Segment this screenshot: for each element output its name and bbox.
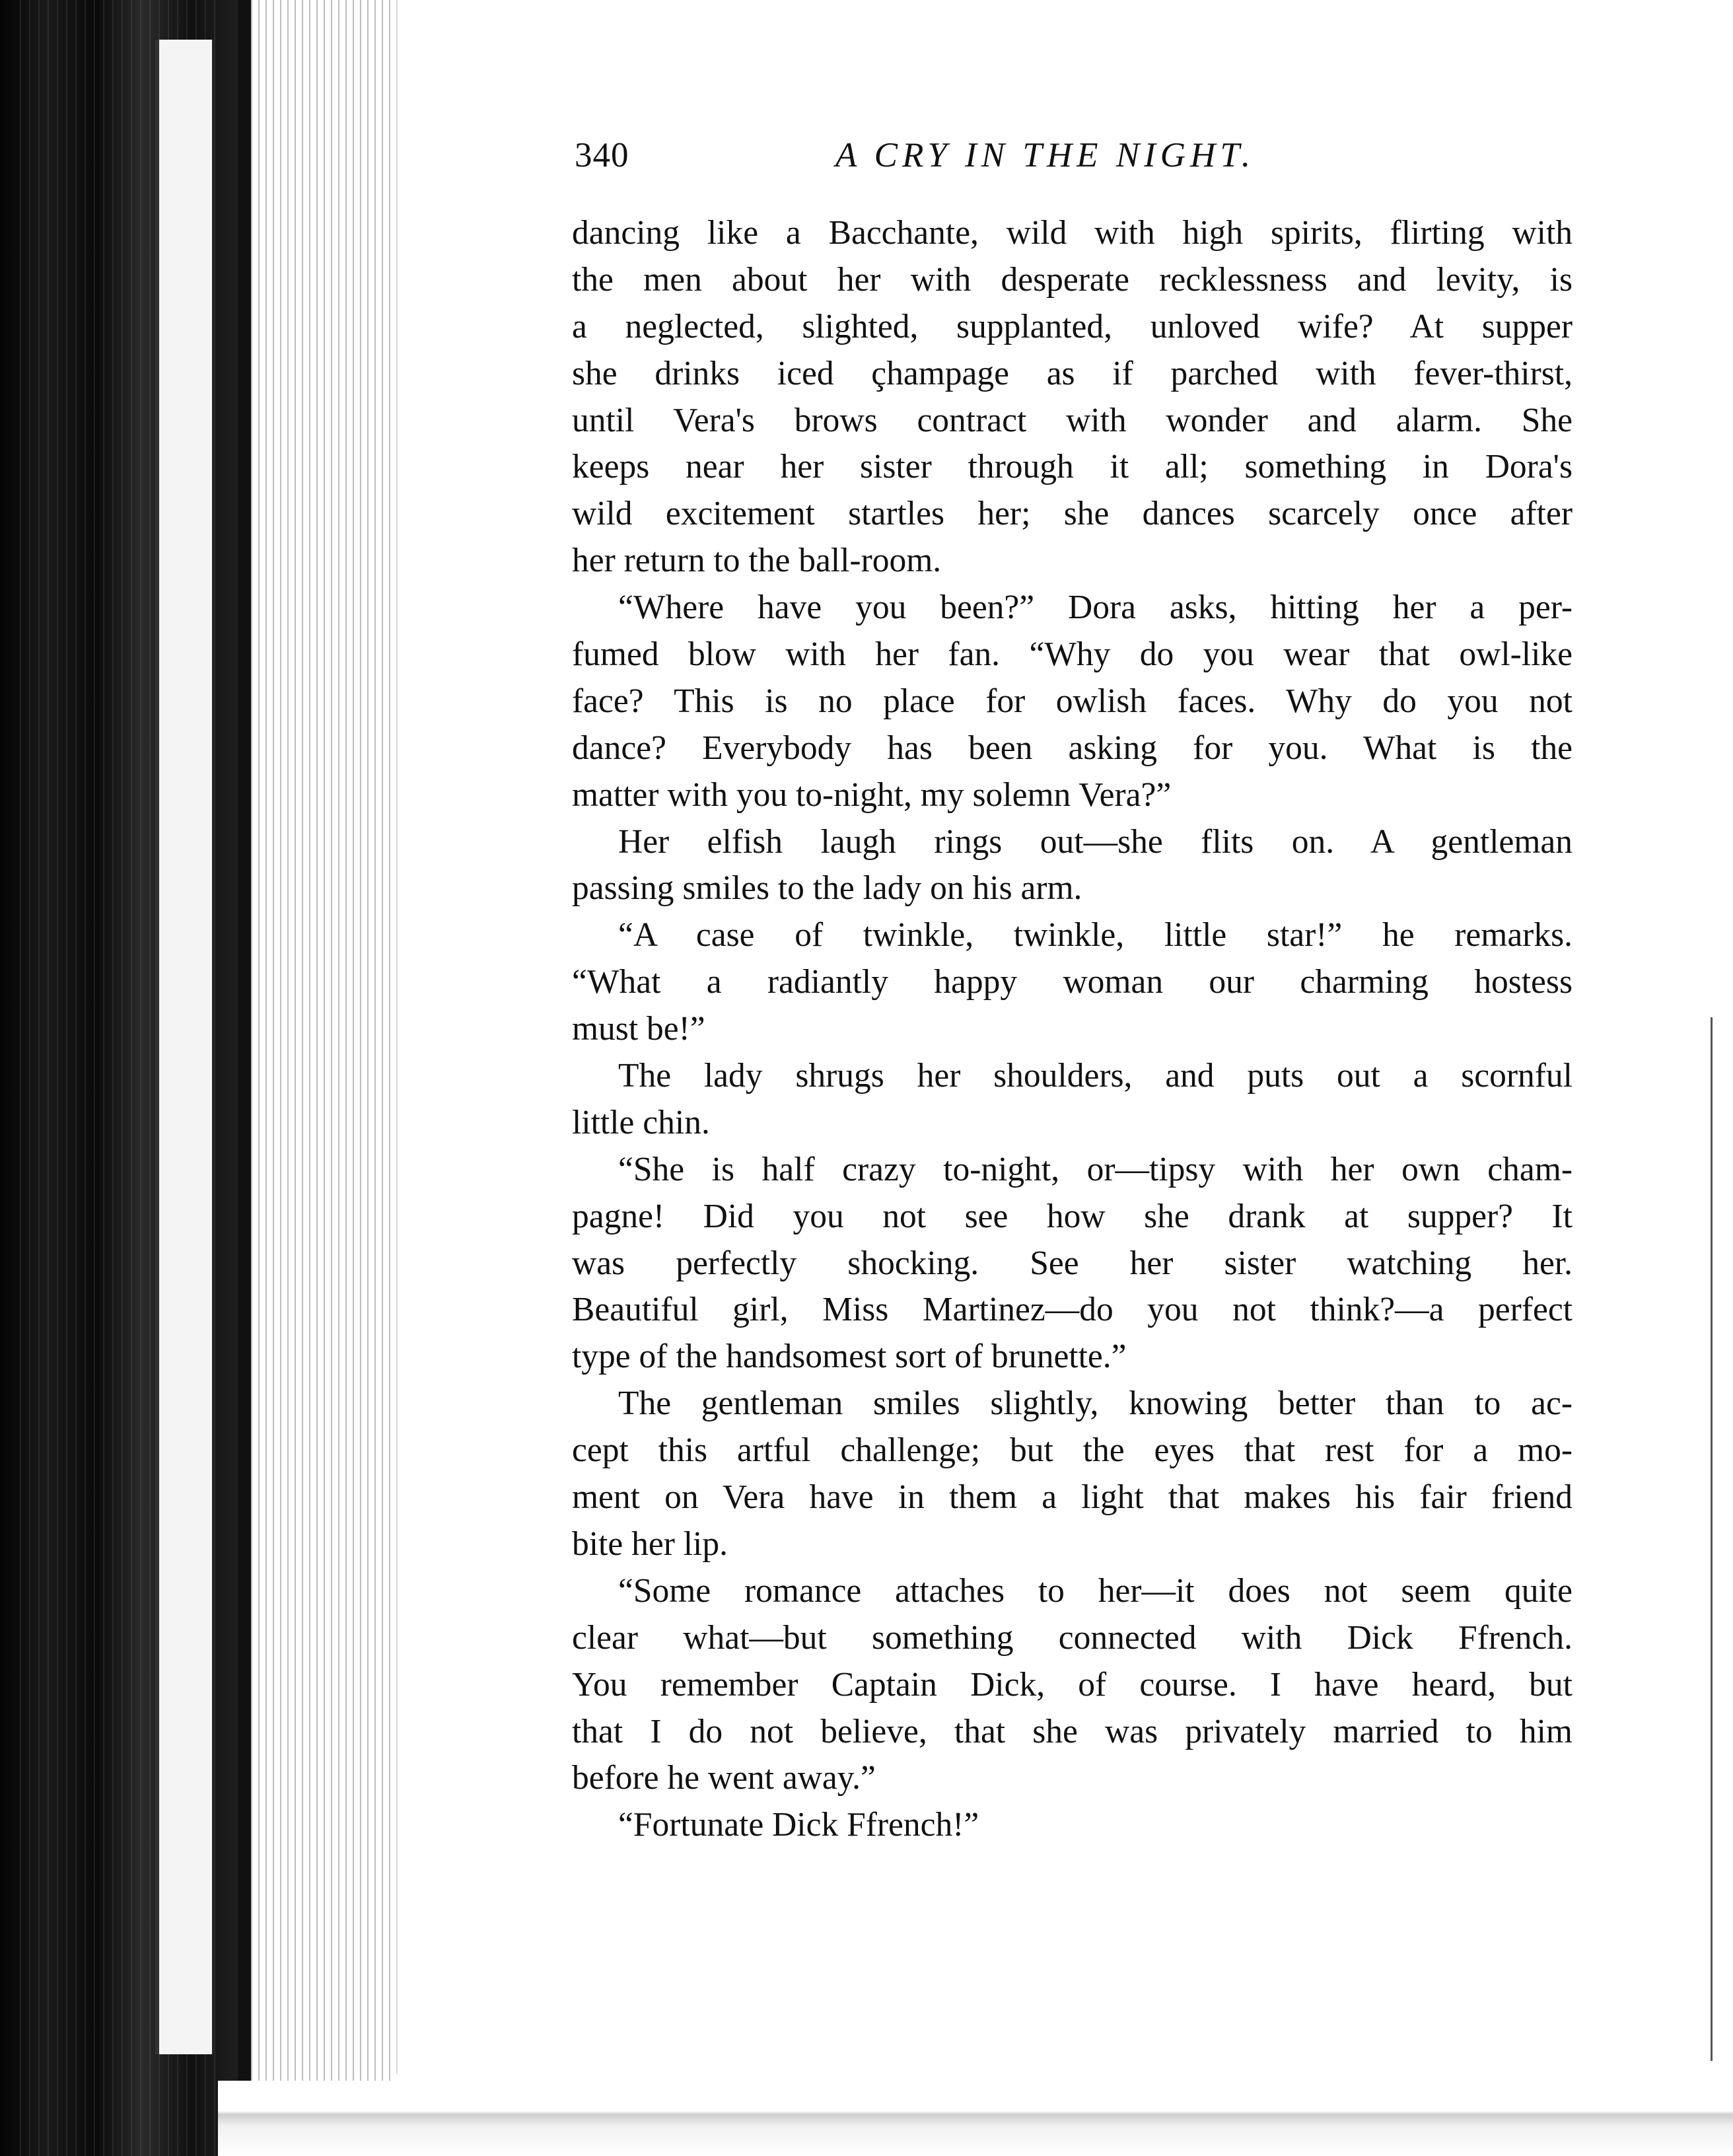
text-line: “Some romance attaches to her—it does not seem quite [618, 1571, 1573, 1610]
text-line: ment on Vera have in them a light that makes his fair friend [572, 1478, 1573, 1517]
text-line: “She is half crazy to-night, or—tipsy with her own cham- [618, 1150, 1573, 1188]
text-line: The gentleman smiles slightly, knowing better than to ac- [618, 1384, 1573, 1423]
text-line: wild excitement startles her; she dances scarcely once after [572, 495, 1573, 533]
text-line: clear what—but something connected with Dick Ffrench. [572, 1618, 1573, 1657]
running-title: A CRY IN THE NIGHT. [835, 136, 1256, 174]
page-fore-edge [155, 40, 215, 2054]
text-line: dance? Everybody has been asking for you. What is the [572, 729, 1573, 767]
body-text [572, 210, 1573, 1849]
bottom-page-edge [218, 2081, 1733, 2156]
text-line: pagne! Did you not see how she drank at supper? It [572, 1197, 1573, 1235]
text-line: keeps near her sister through it all; something in Dora's [572, 448, 1573, 486]
text-line: must be!” [572, 1010, 705, 1048]
page-stack-edges [238, 0, 396, 2156]
text-line: The lady shrugs her shoulders, and puts out a scornful [618, 1057, 1573, 1095]
text-line: that I do not believe, that she was privately married to him [572, 1712, 1573, 1750]
text-line: “A case of twinkle, twinkle, little star!” he remarks. [618, 916, 1573, 954]
text-line: You remember Captain Dick, of course. I have heard, but [572, 1665, 1573, 1704]
text-line: matter with you to-night, my solemn Vera?” [572, 775, 1172, 814]
text-line: “What a radiantly happy woman our charming hostess [572, 963, 1573, 1001]
text-line: face? This is no place for owlish faces. Why do you not [572, 682, 1573, 720]
text-line: a neglected, slighted, supplanted, unloved wife? At supper [572, 307, 1573, 345]
text-line: dancing like a Bacchante, wild with high spirits, flirting with [572, 214, 1573, 252]
text-line: “Where have you been?” Dora asks, hitting her a per- [618, 589, 1573, 627]
text-line: fumed blow with her fan. “Why do you wear that owl-like [572, 635, 1573, 674]
text-line: “Fortunate Dick Ffrench!” [618, 1806, 979, 1844]
text-line: Beautiful girl, Miss Martinez—do you not think?—a perfect [572, 1291, 1573, 1329]
text-line: Her elfish laugh rings out—she flits on. A gentleman [618, 822, 1573, 861]
right-page-edge-line [1711, 1017, 1713, 2061]
text-line: type of the handsomest sort of brunette.” [572, 1338, 1127, 1376]
text-line: until Vera's brows contract with wonder and alarm. She [572, 401, 1573, 439]
running-header [575, 135, 1275, 188]
text-line: bite her lip. [572, 1525, 728, 1563]
text-line: little chin. [572, 1103, 710, 1141]
text-line: she drinks iced çhampage as if parched with fever-thirst, [572, 354, 1573, 392]
text-line: the men about her with desperate recklessness and levity, is [572, 260, 1573, 299]
text-line: was perfectly shocking. See her sister watching her. [572, 1244, 1573, 1282]
text-line: passing smiles to the lady on his arm. [572, 869, 1082, 908]
text-line: cept this artful challenge; but the eyes that rest for a mo- [572, 1431, 1573, 1470]
text-line: her return to the ball-room. [572, 542, 942, 580]
text-line: before he went away.” [572, 1759, 876, 1797]
page-number: 340 [575, 136, 629, 174]
